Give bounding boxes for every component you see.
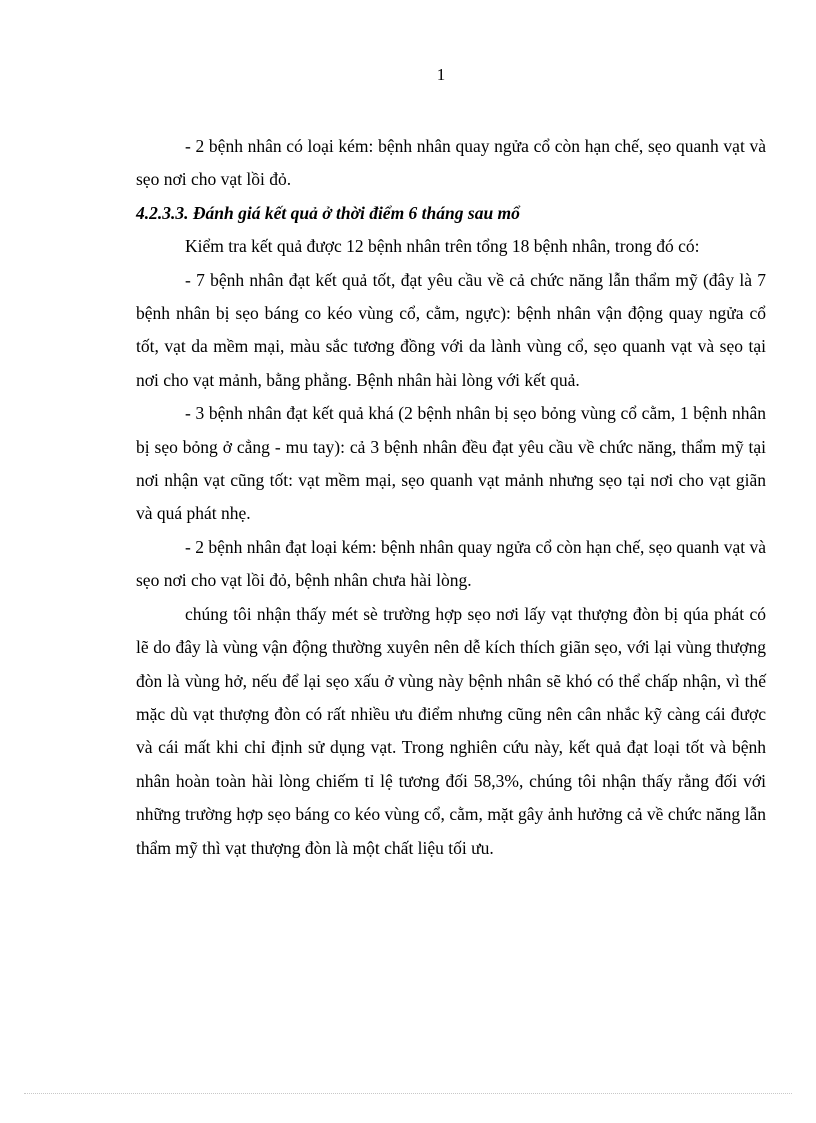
paragraph-discussion: chúng tôi nhận thấy mét sè trường hợp sẹo nơi lấy vạt thượng đòn bị qúa phát có lẽ do đây là vùng vận động thường xuyên nên dễ kích thích giãn sẹo, với lại vùng thượng đòn là vùng hở, nếu để lại sẹo xấu ở vùng này bệnh nhân sẽ khó có thể chấp nhận, vì thế mặc dù vạt thượng đòn có rất nhiều ưu điểm nhưng cũng nên cân nhắc kỹ càng cái được và cái mất khi chỉ định sử dụng vạt. Trong nghiên cứu này, kết quả đạt loại tốt và bệnh nhân hoàn toàn hài lòng chiếm tỉ lệ tương đối 58,3%, chúng tôi nhận thấy rằng đối với những trường hợp sẹo báng co kéo vùng cổ, cằm, mặt gây ảnh hưởng cả về chức năng lẫn thẩm mỹ thì vạt thượng đòn là một chất liệu tối ưu. (136, 603, 766, 858)
footer-divider (24, 1093, 792, 1094)
paragraph-summary: Kiểm tra kết quả được 12 bệnh nhân trên tổng 18 bệnh nhân, trong đó có: (185, 236, 700, 257)
paragraph-poor-result-3-months: - 2 bệnh nhân có loại kém: bệnh nhân quay ngửa cổ còn hạn chế, sẹo quanh vạt và sẹo nơi cho vạt lồi đỏ. (136, 136, 766, 190)
paragraph-good-result: - 7 bệnh nhân đạt kết quả tốt, đạt yêu cầu về cả chức năng lẫn thẩm mỹ (đây là 7 bệnh nhân bị sẹo báng co kéo vùng cổ, cằm, ngực): bệnh nhân vận động quay ngửa cổ tốt, vạt da mềm mại, màu sắc tương đồng với da lành vùng cổ, sẹo quanh vạt và sẹo tại nơi cho vạt mảnh, bằng phẳng. Bệnh nhân hài lòng với kết quả. (136, 269, 766, 390)
paragraph-fair-result: - 3 bệnh nhân đạt kết quả khá (2 bệnh nhân bị sẹo bỏng vùng cổ cằm, 1 bệnh nhân bị sẹo bỏng ở cẳng - mu tay): cả 3 bệnh nhân đều đạt yêu cầu về chức năng, thẩm mỹ tại nơi nhận vạt cũng tốt: vạt mềm mại, sẹo quanh vạt mảnh nhưng sẹo tại nơi cho vạt giãn và quá phát nhẹ. (136, 403, 766, 524)
document-body (136, 130, 766, 865)
page-number: 1 (436, 65, 446, 84)
paragraph-poor-result: - 2 bệnh nhân đạt loại kém: bệnh nhân quay ngửa cổ còn hạn chế, sẹo quanh vạt và sẹo nơi cho vạt lồi đỏ, bệnh nhân chưa hài lòng. (136, 536, 766, 591)
section-heading: 4.2.3.3. Đánh giá kết quả ở thời điểm 6 tháng sau mổ (136, 202, 520, 223)
